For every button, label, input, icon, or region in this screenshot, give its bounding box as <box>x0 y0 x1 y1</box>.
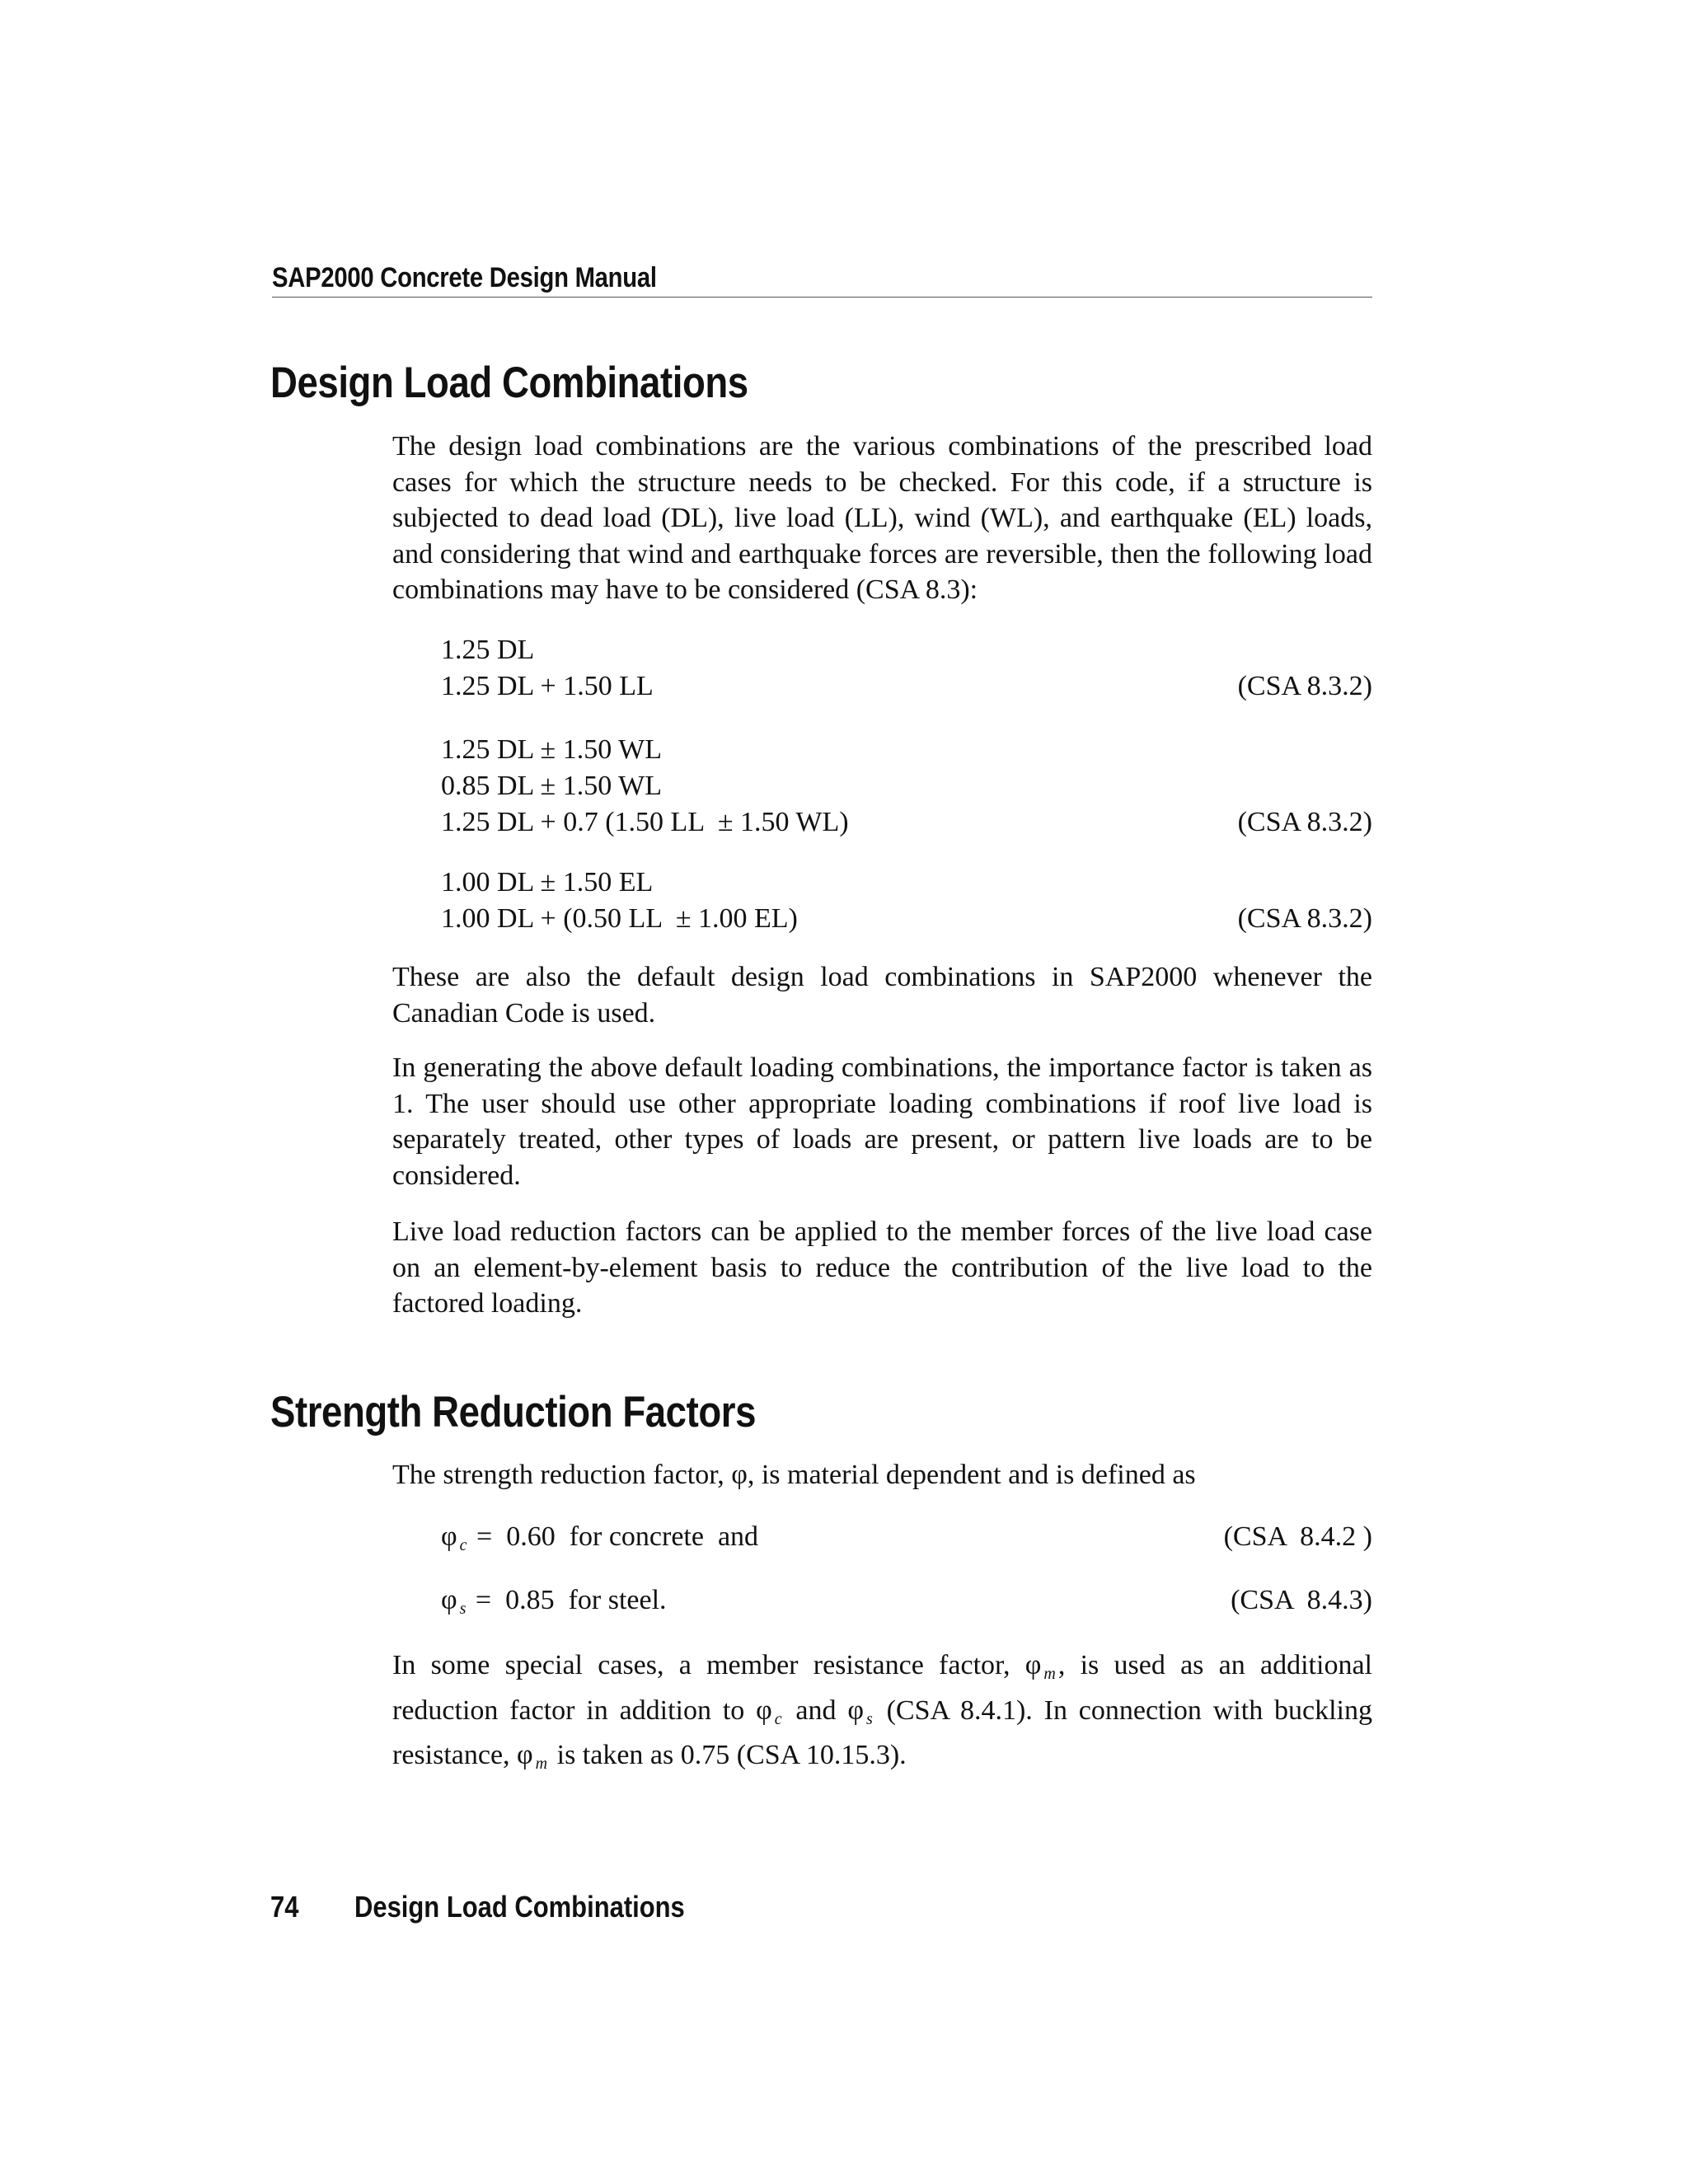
paragraph: Live load reduction factors can be applied to the member forces of the live load case on an element-by-element basis to reduce the contribution of the live load to the factored loading. <box>392 1216 1372 1319</box>
equation-text: = 0.60 for concrete and <box>469 1521 759 1552</box>
section-heading-strength-reduction-factors: Strength Reduction Factors <box>270 1388 757 1436</box>
section-heading-design-load-combinations: Design Load Combinations <box>270 359 748 407</box>
paragraph: The strength reduction factor, φ, is material dependent and is defined as <box>392 1460 1196 1490</box>
strength-reduction-intro <box>392 1457 1372 1493</box>
phi-symbol: φ <box>441 1585 457 1615</box>
footer-section-title: Design Load Combinations <box>354 1890 685 1924</box>
page-number: 74 <box>270 1890 299 1924</box>
importance-factor-note <box>392 1050 1372 1193</box>
combination-expression: 1.25 DL + 1.50 LL <box>441 671 654 701</box>
equation-expression <box>441 1519 758 1563</box>
combination-expression: 1.25 DL <box>441 635 535 665</box>
combination-reference: (CSA 8.3.2) <box>1237 807 1372 837</box>
paragraph: The design load combinations are the various combinations of the prescribed load cases for which the structure needs to be checked. For this code, if a structure is subjected to dead load (DL), live load (LL), wind (WL), and earthquake (EL) loads, and considering that wind and earthquake forces are reversible, then the following load combinations may have to be considered (CSA 8.3): <box>392 431 1372 605</box>
phi-concrete-equation <box>441 1519 1372 1555</box>
combination-reference: (CSA 8.3.2) <box>1237 671 1372 701</box>
header-rule <box>272 297 1372 298</box>
subscript: s <box>459 1600 467 1618</box>
load-combination <box>441 768 1372 804</box>
running-header-title: SAP2000 Concrete Design Manual <box>272 262 657 293</box>
default-combinations-note <box>392 959 1372 1031</box>
load-combination <box>441 668 1372 705</box>
load-combination <box>441 865 1372 901</box>
combination-expression: 1.25 DL ± 1.50 WL <box>441 734 662 765</box>
combination-reference: (CSA 8.3.2) <box>1237 903 1372 934</box>
live-load-reduction-note <box>392 1214 1372 1322</box>
equation-reference: (CSA 8.4.2 ) <box>1223 1521 1372 1552</box>
phi-symbol: φ <box>441 1521 457 1552</box>
member-resistance-factor-note <box>392 1647 1372 1783</box>
combination-expression: 0.85 DL ± 1.50 WL <box>441 771 662 801</box>
equation-expression <box>441 1582 667 1627</box>
phi-steel-equation <box>441 1582 1372 1619</box>
load-combination <box>441 901 1372 937</box>
load-combination <box>441 732 1372 768</box>
combination-expression: 1.25 DL + 0.7 (1.50 LL ± 1.50 WL) <box>441 807 849 837</box>
paragraph: In some special cases, a member resistance factor, φ $_m$, is used as an additional reduction factor in addition to φ $_c$ and φ $_s$ (CSA 8.4.1). In connection with buckling resistance, φ $_m$ is taken as 0.75 (CSA 10.15.3). <box>392 1650 1373 1773</box>
load-combination <box>441 632 1372 668</box>
equation-reference: (CSA 8.4.3) <box>1231 1585 1372 1615</box>
paragraph: In generating the above default loading combinations, the importance factor is taken as 1. The user should use other appropriate loading combinations if roof live load is separately treated, other types of loads are present, or pattern live loads are to be considered. <box>392 1052 1372 1191</box>
equation-text: = 0.85 for steel. <box>468 1585 667 1615</box>
design-load-intro <box>392 429 1372 608</box>
paragraph: These are also the default design load combinations in SAP2000 whenever the Canadian Code is used. <box>392 962 1372 1029</box>
combination-expression: 1.00 DL ± 1.50 EL <box>441 867 654 898</box>
subscript: c <box>459 1536 467 1554</box>
combination-expression: 1.00 DL + (0.50 LL ± 1.00 EL) <box>441 903 798 934</box>
load-combination <box>441 804 1372 841</box>
